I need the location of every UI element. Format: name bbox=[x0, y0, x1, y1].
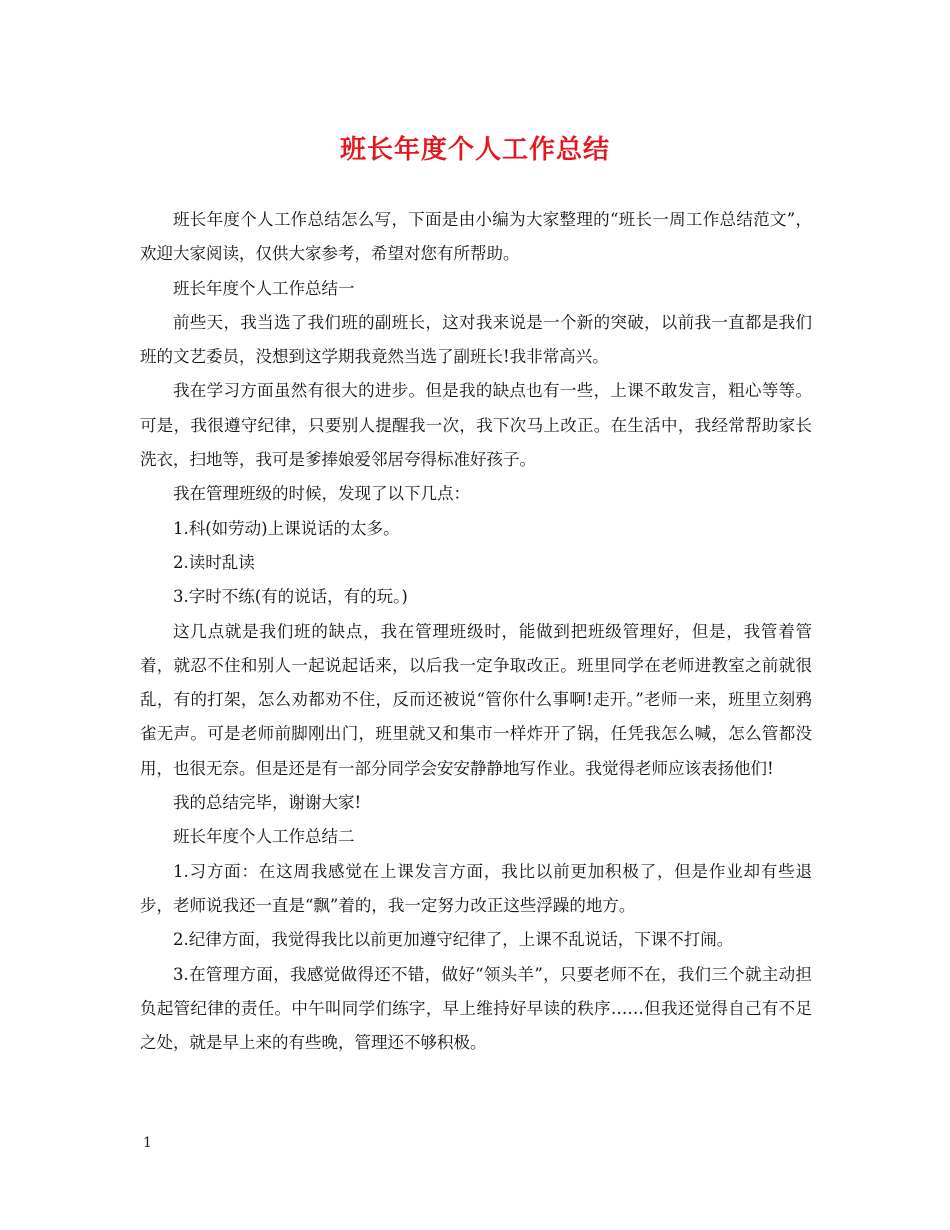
list-item: 3.字时不练(有的说话，有的玩。) bbox=[173, 587, 408, 607]
paragraph: 我的总结完毕，谢谢大家! bbox=[173, 793, 362, 813]
paragraph: 我在管理班级的时候，发现了以下几点： bbox=[173, 484, 470, 504]
page-number: 1 bbox=[143, 1135, 152, 1151]
paragraph: 前些天，我当选了我们班的副班长，这对我来说是一个新的突破，以前我一直都是我们班的文艺委员，没想到这学期我竟然当选了副班长!我非常高兴。 bbox=[140, 312, 812, 367]
section-heading-one: 班长年度个人工作总结一 bbox=[173, 278, 355, 298]
paragraph: 我在学习方面虽然有很大的进步。但是我的缺点也有一些，上课不敢发言，粗心等等。可是，我很遵守纪律，只要别人提醒我一次，我下次马上改正。在生活中，我经常帮助家长洗衣，扫地等，我可是爹捧娘爱邻居夸得标准好孩子。 bbox=[140, 381, 812, 470]
list-item: 1.科(如劳动)上课说话的太多。 bbox=[173, 518, 400, 538]
document-body bbox=[140, 203, 812, 1060]
section-heading-two: 班长年度个人工作总结二 bbox=[173, 827, 355, 847]
list-item: 1.习方面：在这周我感觉在上课发言方面，我比以前更加积极了，但是作业却有些退步，老师说我还一直是“飘”着的，我一定努力改正这些浮躁的地方。 bbox=[140, 861, 812, 915]
list-item: 2.读时乱读 bbox=[173, 552, 255, 572]
paragraph: 这几点就是我们班的缺点，我在管理班级时，能做到把班级管理好，但是，我管着管着，就忍不住和别人一起说起话来，以后我一定争取改正。班里同学在老师进教室之前就很乱，有的打架，怎么劝都劝不住，反而还被说“管你什么事啊!走开。”老师一来，班里立刻鸦雀无声。可是老师前脚刚出门，班里就又和集市一样炸开了锅，任凭我怎么喊，怎么管都没用，也很无奈。但是还是有一部分同学会安安静静地写作业。我觉得老师应该表扬他们! bbox=[140, 621, 812, 778]
list-item: 2.纪律方面，我觉得我比以前更加遵守纪律了，上课不乱说话，下课不打闹。 bbox=[173, 930, 734, 950]
list-item: 3.在管理方面，我感觉做得还不错，做好“领头羊”，只要老师不在，我们三个就主动担负起管纪律的责任。中午叫同学们练字，早上维持好早读的秩序……但我还觉得自己有不足之处，就是早上来的有些晚，管理还不够积极。 bbox=[140, 964, 812, 1053]
paragraph-intro: 班长年度个人工作总结怎么写，下面是由小编为大家整理的“班长一周工作总结范文”，欢迎大家阅读，仅供大家参考，希望对您有所帮助。 bbox=[140, 210, 812, 264]
document-title: 班长年度个人工作总结 bbox=[339, 135, 610, 165]
